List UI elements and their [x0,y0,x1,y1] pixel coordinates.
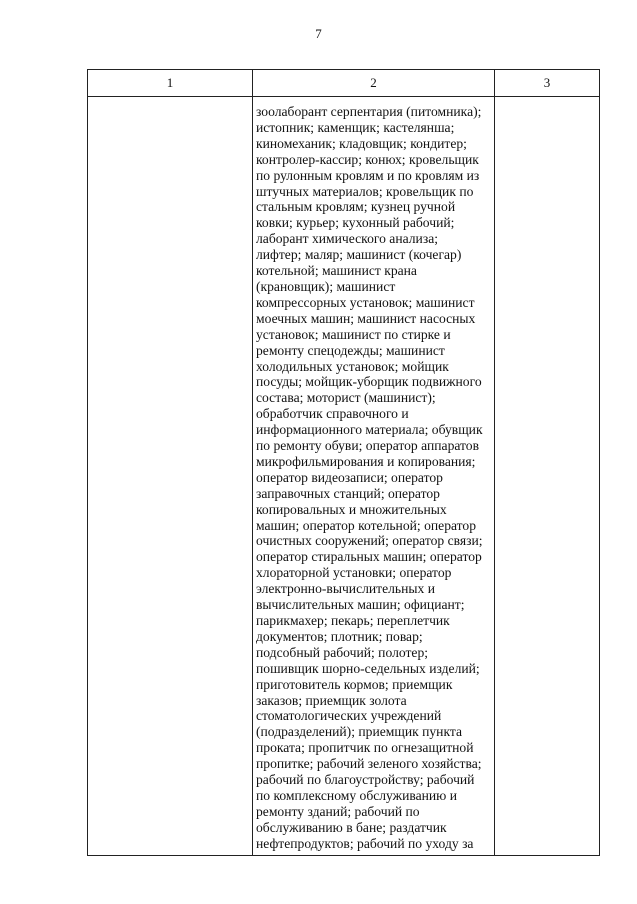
column-2-text-line: ковки; курьер; кухонный рабочий; [256,215,455,231]
column-divider-2-3 [494,70,495,855]
column-2-text-line: (подразделений); приемщик пункта [256,724,463,740]
column-2-text-line: по рулонным кровлям и по кровлям из [256,167,480,183]
column-2-text-line: обработчик справочного и [256,406,409,422]
column-2-text-line: микрофильмирования и копирования; [256,453,476,469]
column-2-text-line: оператор видеозаписи; оператор [256,469,443,485]
column-2-text-line: рабочий по благоустройству; рабочий [256,772,475,788]
column-2-text-line: парикмахер; пекарь; переплетчик [256,613,450,628]
column-2-text-line: состава; моторист (машинист); [256,390,436,406]
column-header-2: 2 [370,75,377,90]
column-2-text-line: посуды; мойщик-уборщик подвижного [256,374,482,390]
column-2-cell-text [256,104,492,852]
column-2-text-line: лаборант химического анализа; [256,231,439,247]
column-2-text-line: машин; оператор котельной; оператор [256,517,477,533]
column-2-text-line: котельной; машинист крана [256,263,417,279]
column-2-text-line: оператор стиральных машин; оператор [256,549,482,565]
column-header-3: 3 [543,75,551,90]
column-2-text-line: нефтепродуктов; рабочий по уходу за [256,835,474,851]
column-2-text-line: по ремонту обуви; оператор аппаратов [256,438,480,454]
column-2-text-line: копировальных и множительных [256,501,447,517]
column-2-text-line: лифтер; маляр; машинист (кочегар) [256,247,462,263]
column-2-text-line: установок; машинист по стирке и [256,326,451,342]
header-row-divider [88,96,599,97]
column-2-text-line: очистных сооружений; оператор связи; [256,533,483,549]
column-2-text-line: (крановщик); машинист [256,278,396,294]
page-number: 7 [315,26,322,41]
column-2-text-line: зоолаборант серпентария (питомника); [256,104,482,119]
column-2-text-line: подсобный рабочий; полотер; [256,644,429,660]
column-2-text-line: контролер-кассир; конюх; кровельщик [256,151,479,167]
column-2-text-line: заправочных станций; оператор [256,485,440,501]
column-2-text-line: хлораторной установки; оператор [256,565,452,581]
column-2-text-line: информационного материала; обувщик [256,422,483,438]
column-divider-1-2 [252,70,253,855]
column-header-1: 1 [166,75,174,90]
column-2-text-line: пошивщик шорно-седельных изделий; [256,660,480,676]
column-2-text-line: ремонту спецодежды; машинист [256,342,445,358]
column-2-text-line: компрессорных установок; машинист [256,294,475,310]
document-table [87,69,600,856]
column-2-text-line: заказов; приемщик золота [256,692,407,708]
column-2-text-line: приготовитель кормов; приемщик [256,676,453,692]
column-2-text-line: проката; пропитчик по огнезащитной [256,740,474,756]
column-2-text-line: обслуживанию в бане; раздатчик [256,819,447,835]
column-2-text-line: ремонту зданий; рабочий по [256,803,420,819]
column-2-text-line: вычислительных машин; официант; [256,597,465,613]
column-2-text-line: пропитке; рабочий зеленого хозяйства; [256,756,482,772]
column-2-text-line: штучных материалов; кровельщик по [256,183,474,199]
column-2-text-line: стоматологических учреждений [256,708,442,724]
column-2-text-line: по комплексному обслуживанию и [256,787,457,803]
column-2-text-line: киномеханик; кладовщик; кондитер; [256,135,467,151]
column-2-text-line: стальным кровлям; кузнец ручной [256,199,456,215]
column-2-text-line: документов; плотник; повар; [256,628,423,644]
column-2-text-line: истопник; каменщик; кастелянша; [256,119,455,135]
column-2-text-line: моечных машин; машинист насосных [256,310,476,326]
column-2-text-line: холодильных установок; мойщик [256,358,449,374]
column-2-text-line: электронно-вычислительных и [256,581,435,597]
